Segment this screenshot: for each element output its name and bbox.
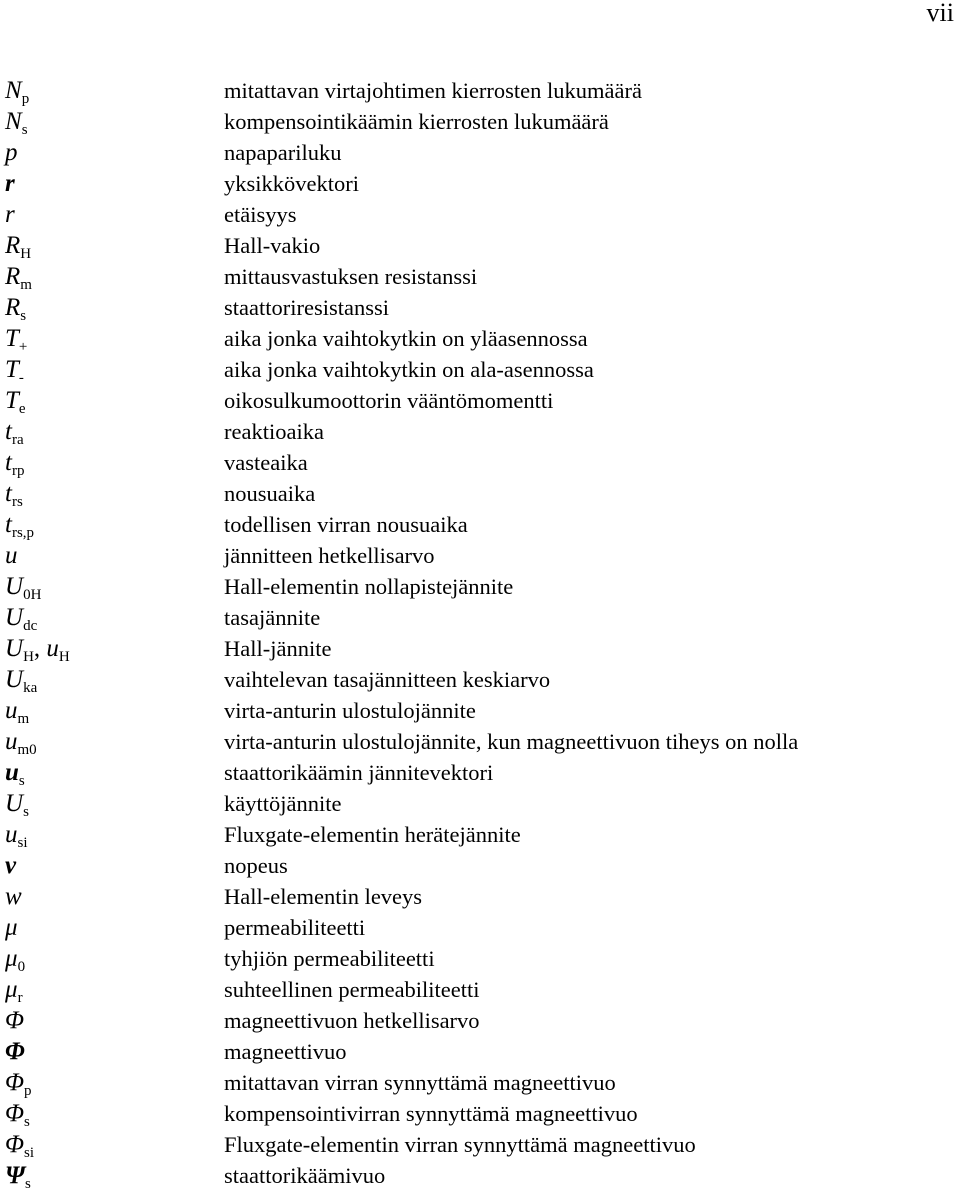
symbol-definition: tyhjiön permeabiliteetti xyxy=(224,946,435,971)
symbol-row xyxy=(5,850,955,881)
symbol-row xyxy=(5,323,955,354)
symbol-row xyxy=(5,199,955,230)
symbol-definition: Fluxgate-elementin virran synnyttämä magneettivuo xyxy=(224,1132,696,1157)
symbol-base: r xyxy=(5,201,15,228)
symbol-base: U xyxy=(5,790,24,817)
symbol-base: Φ xyxy=(5,1100,25,1127)
symbol-base: Φ xyxy=(5,1038,25,1065)
symbol xyxy=(5,726,222,757)
symbol xyxy=(5,912,222,943)
symbol-row xyxy=(5,695,955,726)
symbol-row xyxy=(5,230,955,261)
symbol-row xyxy=(5,354,955,385)
symbol-subscript: s xyxy=(24,1114,30,1130)
symbol-row xyxy=(5,881,955,912)
symbol-row xyxy=(5,571,955,602)
symbol xyxy=(5,664,222,695)
symbol-subscript: - xyxy=(18,370,24,386)
symbol-subscript: 0H xyxy=(23,587,42,603)
symbol-definition: käyttöjännite xyxy=(224,791,342,816)
symbol-definition: virta-anturin ulostulojännite xyxy=(224,698,476,723)
symbol-subscript: ra xyxy=(11,432,24,448)
symbol-definition: oikosulkumoottorin vääntömomentti xyxy=(224,388,554,413)
symbol-definition: suhteellinen permeabiliteetti xyxy=(224,977,480,1002)
symbol-definition: nousuaika xyxy=(224,481,316,506)
symbol-subscript: H xyxy=(58,649,70,665)
symbol-definition: todellisen virran nousuaika xyxy=(224,512,468,537)
symbol-subscript: dc xyxy=(23,618,38,634)
symbol-definition: virta-anturin ulostulojännite, kun magneettivuon tiheys on nolla xyxy=(224,729,799,754)
symbol-row xyxy=(5,261,955,292)
symbol xyxy=(5,757,222,788)
symbol xyxy=(5,1098,222,1129)
symbol xyxy=(5,230,222,261)
symbol-base: w xyxy=(5,883,22,910)
symbol-row xyxy=(5,106,955,137)
symbol-subscript: s xyxy=(25,1176,31,1192)
symbol-definition: reaktioaika xyxy=(224,419,324,444)
symbol-base: μ xyxy=(5,945,18,972)
symbol-base: R xyxy=(5,232,21,259)
symbol-definition: nopeus xyxy=(224,853,288,878)
symbol-base: u xyxy=(5,821,18,848)
symbol-row xyxy=(5,1129,955,1160)
symbol-base: R xyxy=(5,263,21,290)
symbol-subscript: rs xyxy=(11,494,23,510)
symbol xyxy=(5,1129,222,1160)
symbol-subscript: si xyxy=(17,835,28,851)
symbol-definition: Fluxgate-elementin herätejännite xyxy=(224,822,521,847)
symbol xyxy=(5,478,222,509)
symbol-row xyxy=(5,137,955,168)
symbol-subscript: m xyxy=(17,711,30,727)
symbol-subscript: s xyxy=(20,308,27,324)
symbol-definition: magneettivuon hetkellisarvo xyxy=(224,1008,480,1033)
symbol-subscript: m xyxy=(20,277,32,293)
symbol-row xyxy=(5,509,955,540)
symbol-base: t xyxy=(5,418,12,445)
symbol-base: T xyxy=(5,356,19,383)
symbol-subscript: si xyxy=(24,1145,35,1161)
page-number: vii xyxy=(926,0,954,27)
symbol-subscript: s xyxy=(21,122,28,138)
symbol-row xyxy=(5,292,955,323)
symbol-definition: staattorikäämivuo xyxy=(224,1163,386,1188)
symbol-definition: aika jonka vaihtokytkin on yläasennossa xyxy=(224,326,588,351)
symbol-definition: Hall-elementin nollapistejännite xyxy=(224,574,514,599)
symbol-base: U xyxy=(5,635,24,662)
symbol-definition: staattorikäämin jännitevektori xyxy=(224,760,494,785)
symbol-base: U xyxy=(5,604,24,631)
symbol-base: t xyxy=(5,449,12,476)
symbol-base: U xyxy=(5,573,24,600)
symbol-base: μ xyxy=(5,976,18,1003)
symbol-definition: Hall-jännite xyxy=(224,636,332,661)
symbol xyxy=(5,1036,222,1067)
symbol-row xyxy=(5,168,955,199)
symbol xyxy=(5,292,222,323)
symbol-row xyxy=(5,912,955,943)
symbol xyxy=(5,137,222,168)
symbol-base: t xyxy=(5,511,12,538)
symbol-definition: mittausvastuksen resistanssi xyxy=(224,264,478,289)
symbol xyxy=(5,974,222,1005)
symbol-subscript: m0 xyxy=(17,742,37,758)
symbol-row xyxy=(5,385,955,416)
symbol-base: Φ xyxy=(5,1131,25,1158)
symbol-row xyxy=(5,540,955,571)
symbol-definition: kompensointivirran synnyttämä magneettivuo xyxy=(224,1101,638,1126)
symbol-base: v xyxy=(5,852,17,879)
symbol-subscript: p xyxy=(24,1083,32,1099)
symbol-row xyxy=(5,478,955,509)
symbol xyxy=(5,106,222,137)
symbol-definition: staattoriresistanssi xyxy=(224,295,389,320)
symbol-subscript: H xyxy=(20,246,32,262)
symbol-subscript: p xyxy=(21,91,30,107)
symbol-row xyxy=(5,664,955,695)
symbol-row xyxy=(5,416,955,447)
symbol-row xyxy=(5,1005,955,1036)
symbol-base: r xyxy=(5,170,15,197)
symbol xyxy=(5,540,222,571)
symbol-base: u xyxy=(5,697,18,724)
symbol-definition: napapariluku xyxy=(224,140,342,165)
symbol xyxy=(5,416,222,447)
symbol-row xyxy=(5,943,955,974)
symbol-base: Ψ xyxy=(5,1162,25,1189)
symbol xyxy=(5,788,222,819)
symbol xyxy=(5,354,222,385)
symbol xyxy=(5,385,222,416)
symbol-row xyxy=(5,974,955,1005)
symbol-base: p xyxy=(5,139,18,166)
symbol-row xyxy=(5,633,955,664)
symbol xyxy=(5,168,222,199)
symbol-definition: Hall-vakio xyxy=(224,233,321,258)
symbol-definition: tasajännite xyxy=(224,605,321,630)
symbol xyxy=(5,1160,222,1191)
symbol-definition: Hall-elementin leveys xyxy=(224,884,423,909)
symbol-row xyxy=(5,819,955,850)
symbol-base: Φ xyxy=(5,1069,25,1096)
symbol xyxy=(5,75,222,106)
symbol-row xyxy=(5,602,955,633)
symbol-base: T xyxy=(5,325,19,352)
symbol xyxy=(5,1067,222,1098)
symbol xyxy=(5,819,222,850)
symbol-base: U xyxy=(5,666,24,693)
symbol-subscript: rs,p xyxy=(11,525,35,541)
symbol-base: u xyxy=(5,542,18,569)
symbol xyxy=(5,881,222,912)
symbol-subscript: s xyxy=(23,804,29,820)
symbol xyxy=(5,850,222,881)
symbol-row xyxy=(5,757,955,788)
symbol-row xyxy=(5,788,955,819)
symbol-row xyxy=(5,447,955,478)
symbol xyxy=(5,602,222,633)
symbol xyxy=(5,323,222,354)
symbol-definition: magneettivuo xyxy=(224,1039,347,1064)
symbol-definition: vaihtelevan tasajännitteen keskiarvo xyxy=(224,667,551,692)
symbol-list xyxy=(5,75,955,1191)
symbol-row xyxy=(5,75,955,106)
symbol-subscript: + xyxy=(18,339,28,355)
symbol xyxy=(5,633,222,664)
symbol-definition: permeabiliteetti xyxy=(224,915,366,940)
symbol-definition: mitattavan virran synnyttämä magneettivuo xyxy=(224,1070,616,1095)
symbol-base: Φ xyxy=(5,1007,25,1034)
symbol-row xyxy=(5,1036,955,1067)
symbol xyxy=(5,447,222,478)
symbol-row xyxy=(5,1160,955,1191)
symbol-definition: vasteaika xyxy=(224,450,308,475)
symbol xyxy=(5,261,222,292)
symbol-definition: jännitteen hetkellisarvo xyxy=(224,543,435,568)
symbol-definition: aika jonka vaihtokytkin on ala-asennossa xyxy=(224,357,594,382)
symbol xyxy=(5,199,222,230)
symbol-definition: etäisyys xyxy=(224,202,297,227)
symbol-base: μ xyxy=(5,914,18,941)
symbol-definition: kompensointikäämin kierrosten lukumäärä xyxy=(224,109,609,134)
symbol-subscript: r xyxy=(17,990,23,1006)
symbol xyxy=(5,943,222,974)
symbol-base: T xyxy=(5,387,19,414)
symbol-subscript: 0 xyxy=(17,959,26,975)
symbol xyxy=(5,571,222,602)
symbol-base: u xyxy=(5,759,19,786)
symbol-definition: mitattavan virtajohtimen kierrosten lukumäärä xyxy=(224,78,642,103)
symbol-base: N xyxy=(5,77,22,104)
symbol-base: u xyxy=(5,728,18,755)
symbol-base: u xyxy=(46,635,59,662)
symbol-row xyxy=(5,726,955,757)
symbol-subscript: ka xyxy=(23,680,38,696)
symbol xyxy=(5,1005,222,1036)
symbol xyxy=(5,695,222,726)
symbol-row xyxy=(5,1067,955,1098)
symbol-base: N xyxy=(5,108,22,135)
symbol-row xyxy=(5,1098,955,1129)
symbol-subscript: H xyxy=(23,649,34,665)
symbol-definition: yksikkövektori xyxy=(224,171,359,196)
symbol-base: R xyxy=(5,294,21,321)
symbol-subscript: e xyxy=(18,401,26,417)
symbol-separator: , xyxy=(33,635,47,662)
symbol-subscript: rp xyxy=(11,463,25,479)
symbol-subscript: s xyxy=(18,773,25,789)
symbol xyxy=(5,509,222,540)
symbol-base: t xyxy=(5,480,12,507)
